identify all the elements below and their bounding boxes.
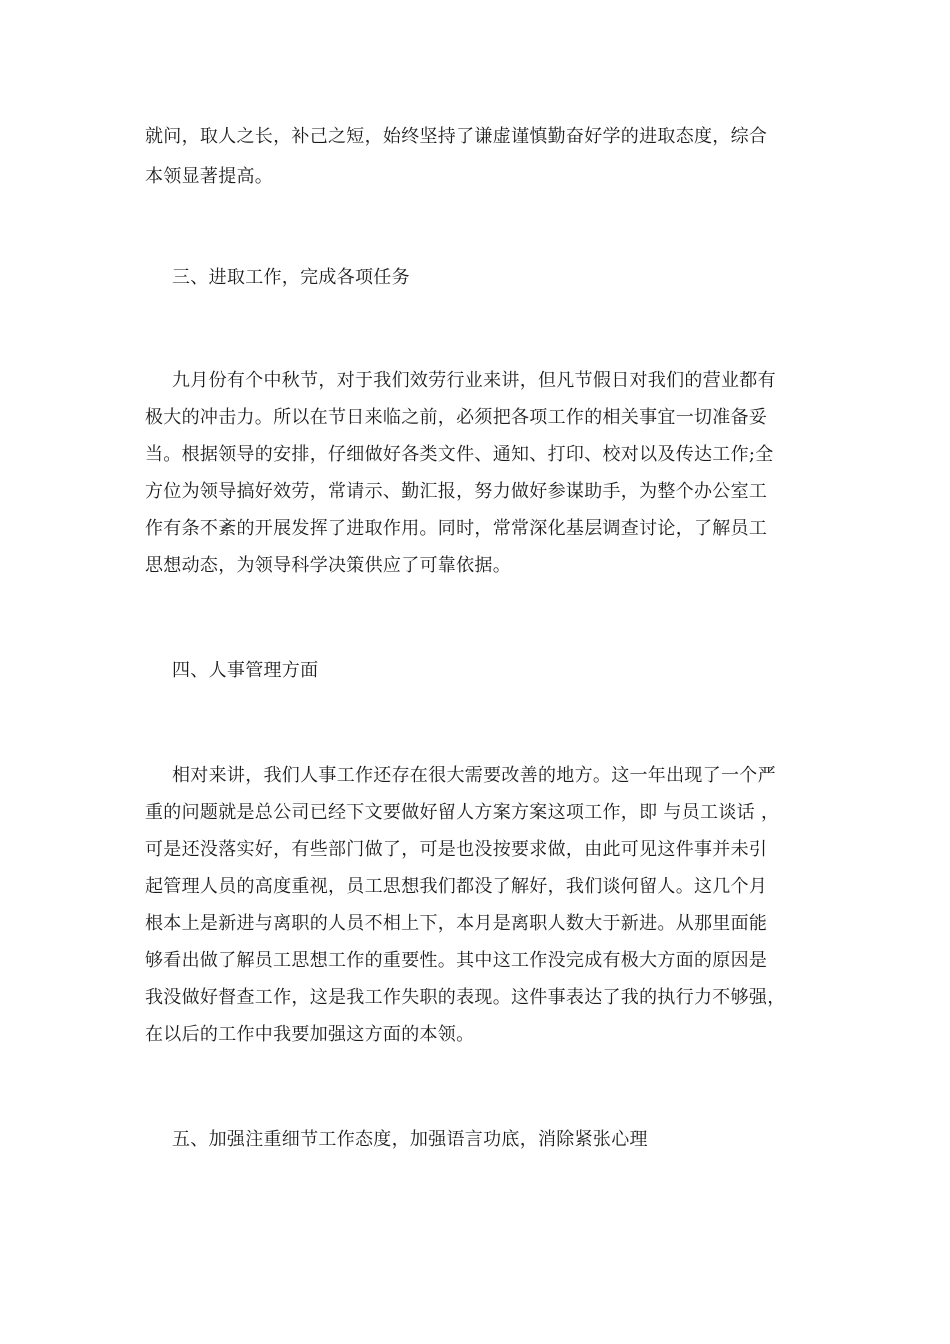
paragraph-line: 相对来讲，我们人事工作还存在很大需要改善的地方。这一年出现了一个严: [172, 765, 776, 786]
paragraph-line: 思想动态，为领导科学决策供应了可靠依据。: [145, 555, 511, 576]
paragraph-line: 可是还没落实好，有些部门做了，可是也没按要求做，由此可见这件事并未引: [145, 839, 768, 860]
paragraph-line: 本领显著提高。: [145, 166, 274, 187]
paragraph-line: 根本上是新进与离职的人员不相上下，本月是离职人数大于新进。从那里面能: [145, 913, 768, 934]
paragraph-line: 作有条不紊的开展发挥了进取作用。同时，常常深化基层调查讨论，了解员工: [145, 518, 768, 539]
paragraph-line: 重的问题就是总公司已经下文要做好留人方案方案这项工作，即 与员工谈话 ，: [145, 802, 780, 823]
paragraph-line: 在以后的工作中我要加强这方面的本领。: [145, 1024, 475, 1045]
paragraph-line: 当。根据领导的安排，仔细做好各类文件、通知、打印、校对以及传达工作;全: [145, 444, 774, 465]
paragraph-line: 极大的冲击力。所以在节日来临之前，必须把各项工作的相关事宜一切准备妥: [145, 407, 768, 428]
paragraph-line: 就问，取人之长，补己之短，始终坚持了谦虚谨慎勤奋好学的进取态度，综合: [145, 126, 768, 147]
paragraph-line: 我没做好督查工作，这是我工作失职的表现。这件事表达了我的执行力不够强，: [145, 987, 786, 1008]
section-heading-5: 五、加强注重细节工作态度，加强语言功底，消除紧张心理: [172, 1129, 648, 1150]
paragraph-line: 方位为领导搞好效劳，常请示、勤汇报，努力做好参谋助手，为整个办公室工: [145, 481, 768, 502]
section-heading-3: 三、进取工作，完成各项任务: [172, 267, 410, 288]
paragraph-line: 够看出做了解员工思想工作的重要性。其中这工作没完成有极大方面的原因是: [145, 950, 768, 971]
paragraph-line: 九月份有个中秋节，对于我们效劳行业来讲，但凡节假日对我们的营业都有: [172, 370, 776, 391]
paragraph-line: 起管理人员的高度重视，员工思想我们都没了解好，我们谈何留人。这几个月: [145, 876, 768, 897]
section-heading-4: 四、人事管理方面: [172, 660, 319, 681]
